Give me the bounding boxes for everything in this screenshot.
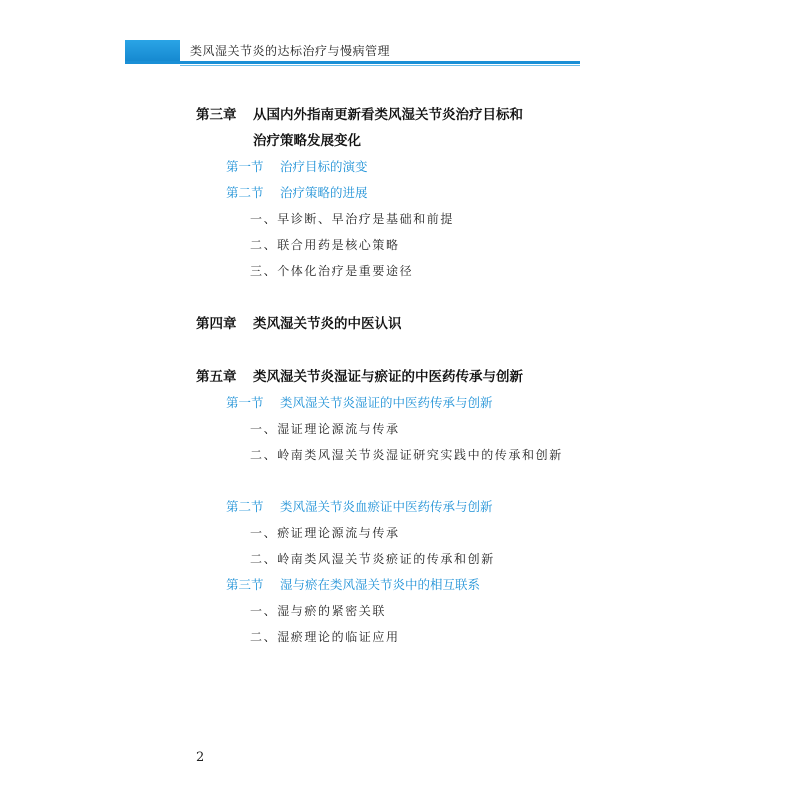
- section-number: 第三节: [226, 577, 264, 592]
- subsection-title: 二、岭南类风湿关节炎湿证研究实践中的传承和创新: [250, 448, 563, 462]
- section-title: 类风湿关节炎血瘀证中医药传承与创新: [280, 499, 493, 514]
- subsection-title: 二、联合用药是核心策略: [250, 238, 400, 252]
- page-number: 2: [196, 750, 205, 765]
- chapter-number: 第五章: [196, 369, 237, 385]
- subsection-title: 一、湿证理论源流与传承: [250, 422, 400, 436]
- chapter-title: 类风湿关节炎的中医认识: [253, 316, 402, 332]
- section-number: 第一节: [226, 159, 264, 174]
- section-title: 湿与瘀在类风湿关节炎中的相互联系: [280, 577, 481, 592]
- section-title: 类风湿关节炎湿证的中医药传承与创新: [280, 395, 493, 410]
- subsection-title: 一、早诊断、早治疗是基础和前提: [250, 212, 455, 226]
- subsection-title: 一、瘀证理论源流与传承: [250, 526, 400, 540]
- subsection-title: 一、湿与瘀的紧密关联: [250, 604, 387, 618]
- subsection-title: 三、个体化治疗是重要途径: [250, 264, 414, 278]
- section-number: 第一节: [226, 395, 264, 410]
- chapter-title-cont: 治疗策略发展变化: [253, 133, 361, 149]
- chapter-title: 类风湿关节炎湿证与瘀证的中医药传承与创新: [253, 369, 523, 385]
- chapter-number: 第三章: [196, 107, 237, 123]
- subsection-title: 二、湿瘀理论的临证应用: [250, 630, 400, 644]
- subsection-title: 二、岭南类风湿关节炎瘀证的传承和创新: [250, 552, 495, 566]
- section-number: 第二节: [226, 499, 264, 514]
- chapter-title: 从国内外指南更新看类风湿关节炎治疗目标和: [253, 107, 523, 123]
- section-number: 第二节: [226, 185, 264, 200]
- section-title: 治疗策略的进展: [280, 185, 368, 200]
- chapter-number: 第四章: [196, 316, 237, 332]
- book-title: 类风湿关节炎的达标治疗与慢病管理: [190, 44, 391, 58]
- section-title: 治疗目标的演变: [280, 159, 368, 174]
